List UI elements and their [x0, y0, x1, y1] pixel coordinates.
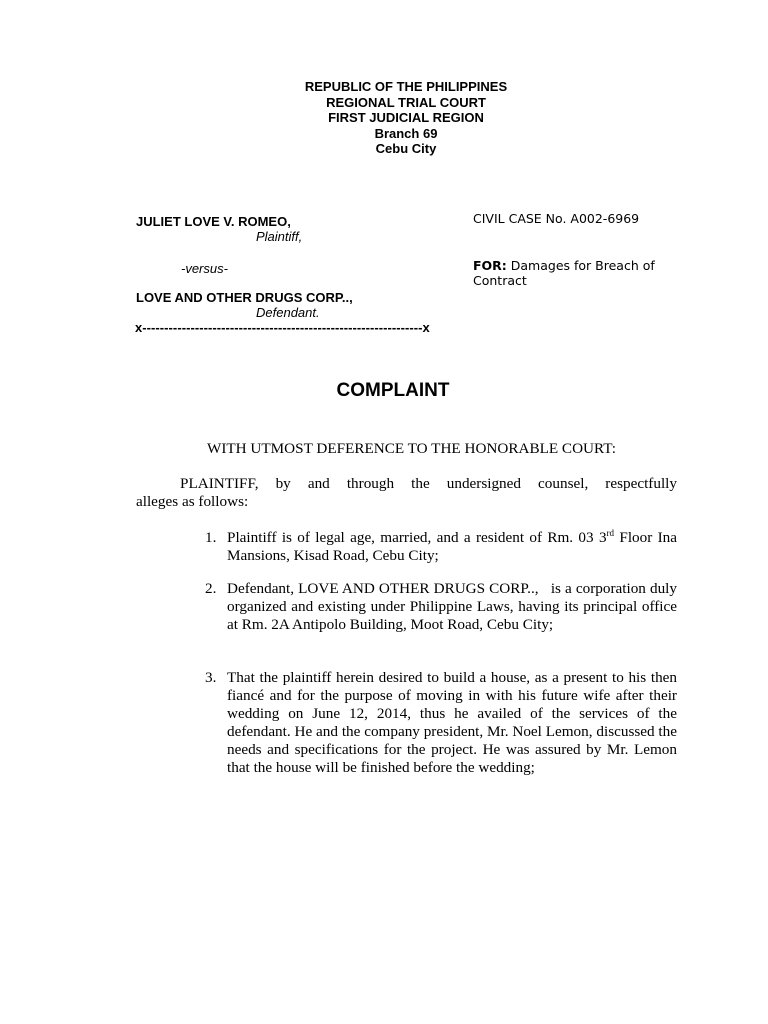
court-header-city: Cebu City [375, 141, 437, 156]
court-header-court: REGIONAL TRIAL COURT [326, 94, 486, 110]
court-header-republic: REPUBLIC OF THE PHILIPPINES [304, 79, 508, 94]
allegation-1-part2: Floor Ina Mansions, Kisad Road, Cebu City; [227, 529, 678, 564]
allegation-1-number: 1. [205, 529, 217, 546]
allegation-3-text: That the plaintiff herein desired to build a house, as a present to his then fiancé and for the purpose of moving in with his future wife after their wedding on June 12, 2014, thus he availed of the services of the defendant. He and the company president, Mr. Noel Lemon, discussed the needs and specifications for the project. He was assured by Mr. Lemon that the house will be finished before the wedding; [227, 669, 677, 776]
case-number: CIVIL CASE No. A002-6969 [473, 211, 640, 226]
allegation-1-part1: Plaintiff is of legal age, married, and a resident of Rm. 03 3 [227, 529, 607, 546]
court-header-region: FIRST JUDICIAL REGION [328, 110, 484, 125]
case-for-text: Damages for Breach of [506, 258, 655, 273]
plaintiff-name: JULIET LOVE V. ROMEO, [136, 214, 291, 229]
plaintiff-role: Plaintiff, [256, 229, 303, 244]
versus-label: -versus- [181, 261, 228, 276]
case-for-line2: Contract [473, 273, 527, 288]
case-for-line1 [473, 258, 655, 274]
defendant-role: Defendant. [256, 305, 320, 320]
allegation-2-number: 2. [205, 580, 217, 597]
intro-line2: alleges as follows: [136, 493, 249, 510]
allegation-1-text [227, 529, 677, 565]
defendant-name: LOVE AND OTHER DRUGS CORP.., [136, 290, 353, 305]
court-header [0, 79, 768, 157]
intro-line1: PLAINTIFF, by and through the undersigned counsel, respectfully [180, 475, 677, 492]
allegation-1-superscript: rd [606, 527, 615, 538]
salutation: WITH UTMOST DEFERENCE TO THE HONORABLE COURT: [207, 440, 616, 457]
court-header-branch: Branch 69 [374, 125, 438, 141]
case-for-label: FOR: [473, 258, 507, 273]
document-title: COMPLAINT [336, 380, 450, 401]
caption-separator: x----------------------------------------------------------------x [135, 320, 430, 335]
allegation-2-text: Defendant, LOVE AND OTHER DRUGS CORP.., is a corporation duly organized and existing under Philippine Laws, having its principal office at Rm. 2A Antipolo Building, Moot Road, Cebu City; [227, 580, 681, 633]
allegation-3-number: 3. [205, 669, 217, 686]
